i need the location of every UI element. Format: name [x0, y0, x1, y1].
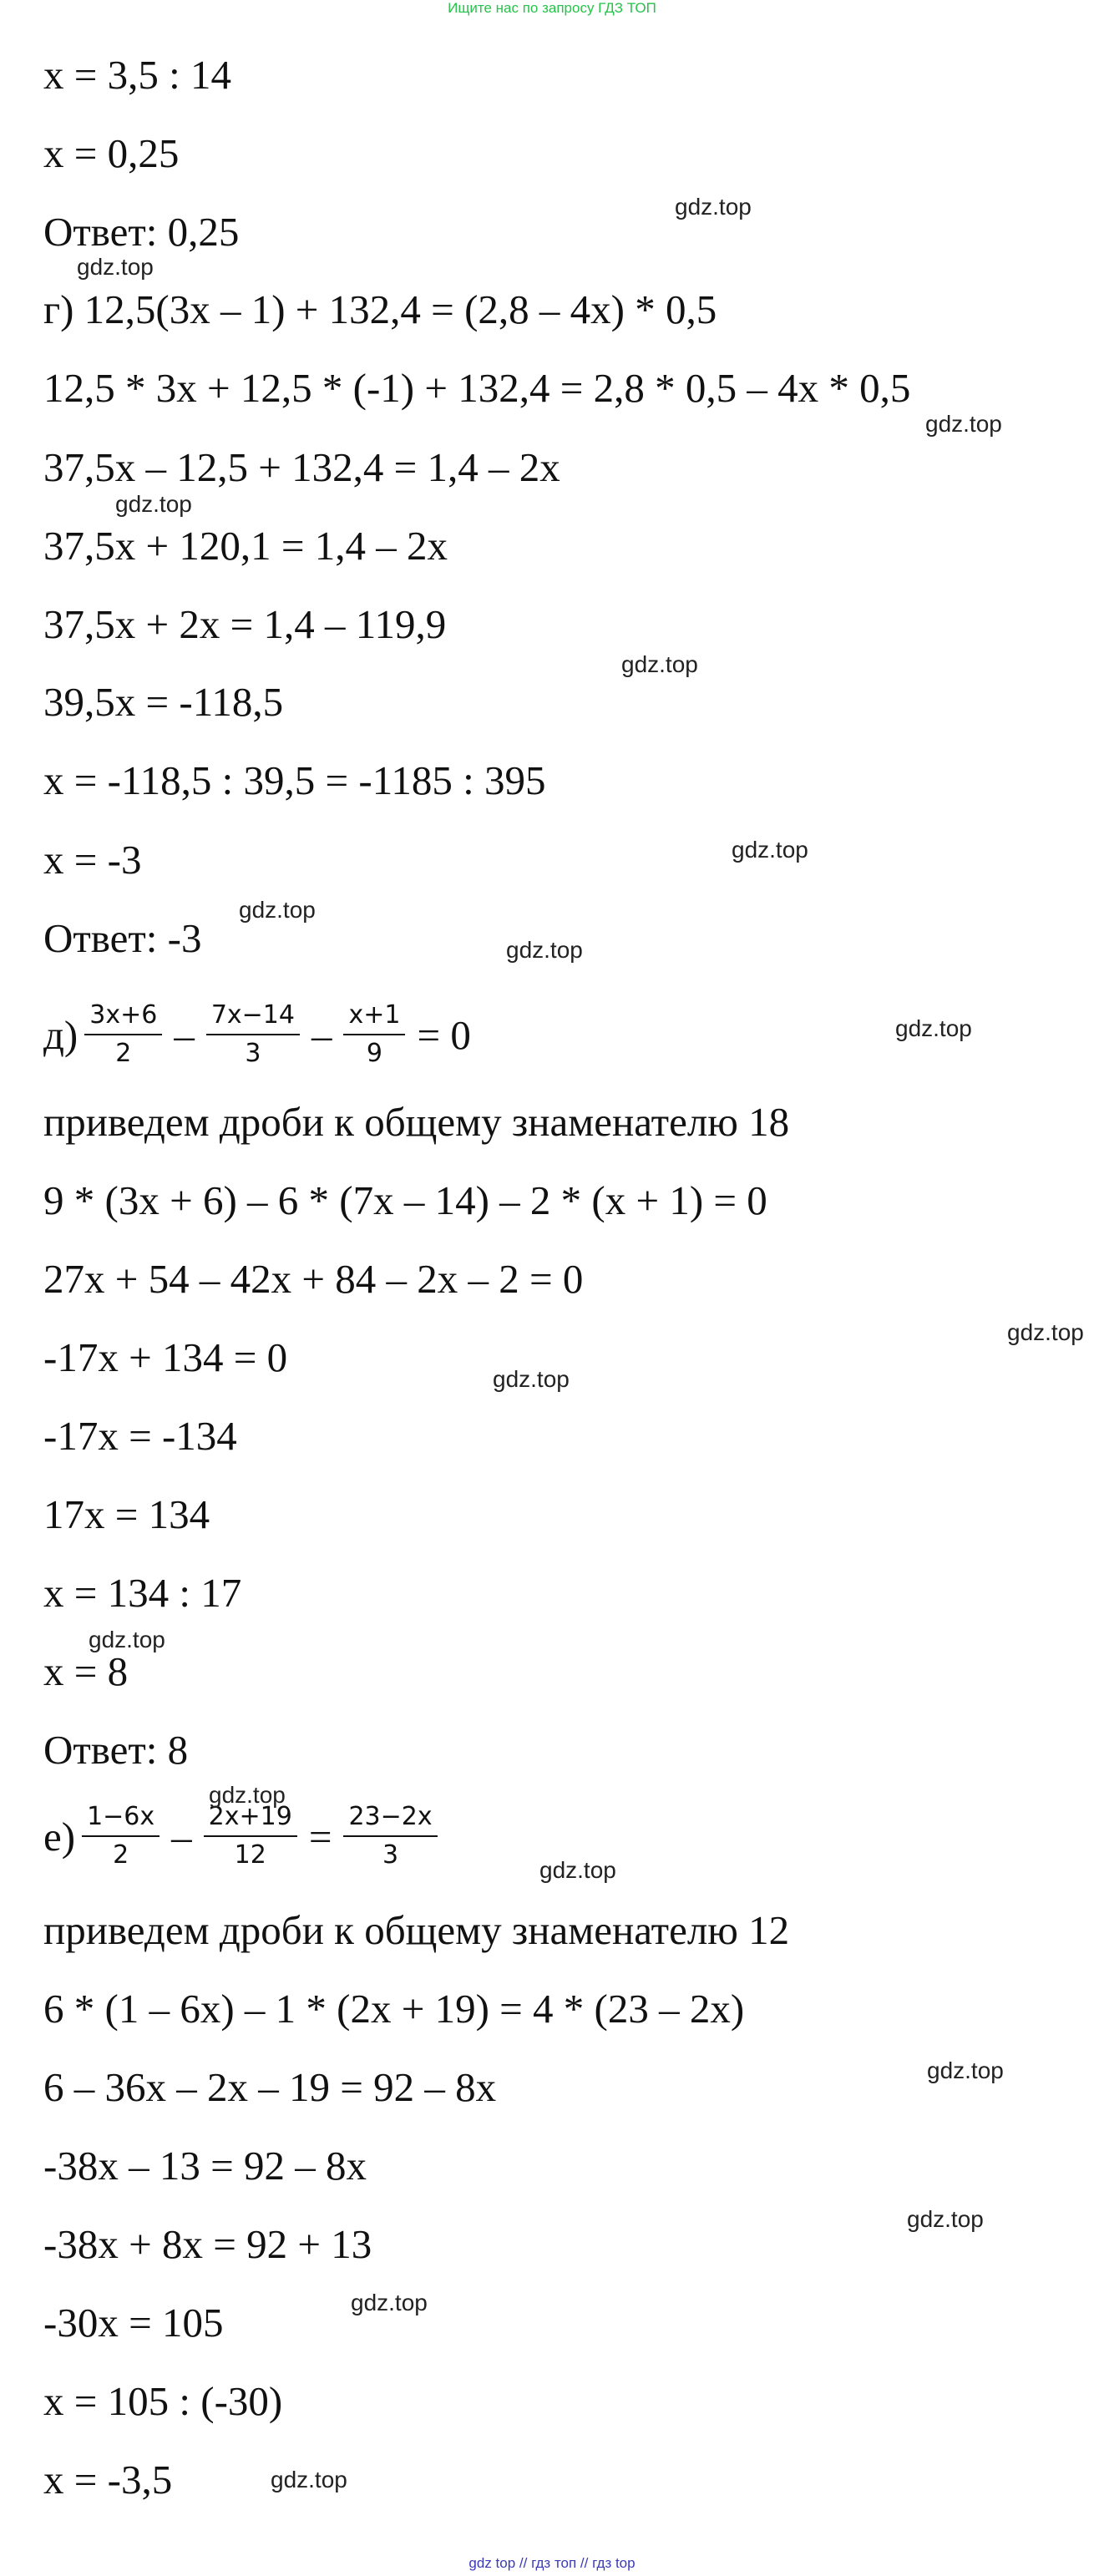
watermark: gdz.top: [271, 2467, 347, 2492]
watermark: gdz.top: [351, 2290, 428, 2315]
solution-line: x = 3,5 : 14: [43, 52, 231, 98]
solution-line: приведем дроби к общему знаменателю 18: [43, 1099, 790, 1145]
answer-line: Ответ: 0,25: [43, 209, 240, 255]
numerator: x+1: [343, 1000, 405, 1035]
numerator: 2x+19: [204, 1802, 297, 1837]
solution-line: -17x = -134: [43, 1413, 237, 1459]
solution-line: -17x + 134 = 0: [43, 1334, 288, 1380]
denominator: 9: [366, 1039, 383, 1068]
watermark: gdz.top: [675, 194, 752, 220]
solution-line: 37,5x – 12,5 + 132,4 = 1,4 – 2x: [43, 444, 560, 490]
watermark: gdz.top: [539, 1857, 616, 1883]
solution-line: x = -118,5 : 39,5 = -1185 : 395: [43, 757, 546, 803]
watermark: gdz.top: [732, 837, 808, 863]
watermark: gdz.top: [209, 1782, 286, 1808]
answer-line: Ответ: -3: [43, 915, 202, 961]
numerator: 7x−14: [206, 1000, 300, 1035]
minus-sign: –: [174, 1011, 195, 1058]
equals-zero: = 0: [417, 1011, 471, 1058]
watermark: gdz.top: [239, 897, 316, 923]
solution-line: -30x = 105: [43, 2300, 224, 2346]
solution-line: 6 * (1 – 6x) – 1 * (2x + 19) = 4 * (23 – 2x): [43, 1986, 745, 2032]
watermark: gdz.top: [77, 254, 154, 280]
denominator: 2: [113, 1840, 129, 1870]
solution-line: 9 * (3x + 6) – 6 * (7x – 14) – 2 * (x + 1) = 0: [43, 1177, 767, 1223]
fraction: [343, 1000, 405, 1069]
solution-line: 17x = 134: [43, 1491, 210, 1537]
solution-line: x = 0,25: [43, 130, 180, 176]
equation-e-label: е): [43, 1813, 76, 1860]
watermark: gdz.top: [925, 411, 1002, 437]
solution-line: x = 134 : 17: [43, 1570, 242, 1616]
solution-line: 12,5 * 3x + 12,5 * (-1) + 132,4 = 2,8 * 0,5 – 4x * 0,5: [43, 365, 911, 411]
watermark: gdz.top: [907, 2206, 984, 2232]
fraction: [204, 1802, 297, 1870]
fraction: [206, 1000, 300, 1069]
equals-sign: =: [308, 1813, 332, 1860]
solution-line: приведем дроби к общему знаменателю 12: [43, 1907, 790, 1953]
problem-heading: г) 12,5(3x – 1) + 132,4 = (2,8 – 4x) * 0,5: [43, 286, 717, 332]
equation-d-label: д): [43, 1011, 78, 1058]
solution-line: 39,5x = -118,5: [43, 679, 284, 725]
minus-sign: –: [171, 1813, 192, 1860]
solution-line: 37,5x + 2x = 1,4 – 119,9: [43, 601, 447, 647]
watermark: gdz.top: [895, 1015, 972, 1041]
fraction: [84, 1000, 162, 1069]
equation-e: [43, 1802, 444, 1870]
numerator: 1−6x: [82, 1802, 160, 1837]
watermark: gdz.top: [493, 1366, 570, 1392]
watermark: gdz.top: [89, 1627, 165, 1652]
footer-links[interactable]: gdz top // гдз топ // гдз top: [468, 2555, 636, 2571]
minus-sign: –: [311, 1011, 332, 1058]
watermark: gdz.top: [506, 937, 583, 963]
denominator: 12: [234, 1840, 266, 1870]
solution-line: 27x + 54 – 42x + 84 – 2x – 2 = 0: [43, 1256, 584, 1302]
denominator: 2: [115, 1039, 132, 1068]
watermark: gdz.top: [1007, 1319, 1084, 1345]
watermark: gdz.top: [927, 2057, 1004, 2083]
solution-line: x = 8: [43, 1648, 129, 1694]
top-banner[interactable]: Ищите нас по запросу ГДЗ ТОП: [448, 0, 656, 16]
numerator: 3x+6: [84, 1000, 162, 1035]
solution-line: -38x – 13 = 92 – 8x: [43, 2143, 367, 2189]
denominator: 3: [245, 1039, 261, 1068]
denominator: 3: [382, 1840, 399, 1870]
solution-line: x = -3,5: [43, 2457, 173, 2503]
answer-line: Ответ: 8: [43, 1727, 189, 1773]
solution-line: -38x + 8x = 92 + 13: [43, 2221, 372, 2267]
numerator: 23−2x: [343, 1802, 437, 1837]
watermark: gdz.top: [115, 491, 192, 517]
solution-line: 37,5x + 120,1 = 1,4 – 2x: [43, 523, 448, 569]
solution-line: x = -3: [43, 837, 142, 883]
equation-d: [43, 1000, 476, 1069]
fraction: [343, 1802, 437, 1870]
solution-line: x = 105 : (-30): [43, 2378, 283, 2424]
fraction: [82, 1802, 160, 1870]
watermark: gdz.top: [621, 651, 698, 677]
solution-line: 6 – 36x – 2x – 19 = 92 – 8x: [43, 2064, 497, 2110]
